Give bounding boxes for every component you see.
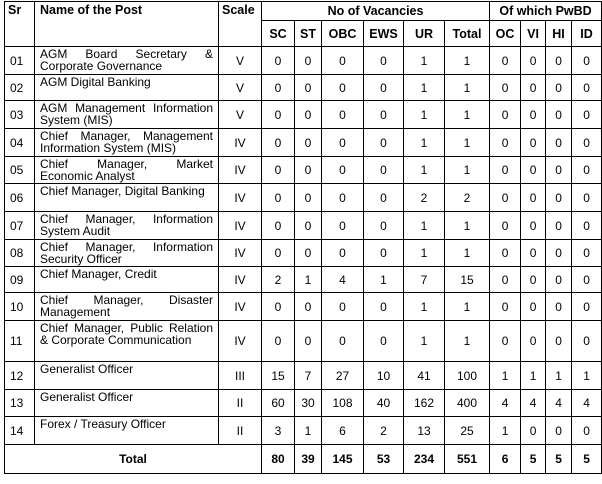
row-value-ur: 13	[404, 417, 445, 445]
row-scale: IV	[219, 293, 262, 321]
row-value-oc: 4	[490, 390, 521, 417]
row-value-sc: 0	[262, 47, 295, 75]
row-value-ur: 1	[404, 240, 445, 267]
row-value-hi: 0	[546, 157, 572, 184]
row-value-ur: 1	[404, 129, 445, 157]
row-value-ur: 2	[404, 184, 445, 212]
total-row	[5, 445, 602, 474]
row-value-st: 0	[295, 47, 322, 75]
row-value-st: 0	[295, 321, 322, 362]
row-value-vi: 0	[521, 75, 546, 101]
vacancy-table	[4, 1, 602, 474]
row-value-oc: 1	[490, 362, 521, 390]
row-post-name: Chief Manager, Management Information System (MIS)	[35, 129, 219, 157]
header-st: ST	[295, 21, 322, 47]
row-value-obc: 0	[322, 240, 364, 267]
row-value-total: 1	[445, 47, 490, 75]
row-post-name: Chief Manager, Information Security Officer	[35, 240, 219, 267]
table-row	[5, 267, 602, 293]
header-vi: VI	[521, 21, 546, 47]
row-value-vi: 0	[521, 129, 546, 157]
row-value-vi: 0	[521, 240, 546, 267]
table-row	[5, 212, 602, 240]
row-value-hi: 0	[546, 321, 572, 362]
row-value-obc: 0	[322, 75, 364, 101]
row-value-total: 400	[445, 390, 490, 417]
row-post-name: Chief Manager, Market Economic Analyst	[35, 157, 219, 184]
row-scale: IV	[219, 184, 262, 212]
row-scale: V	[219, 101, 262, 129]
row-value-id: 0	[572, 267, 602, 293]
row-value-vi: 4	[521, 390, 546, 417]
header-obc: OBC	[322, 21, 364, 47]
row-value-st: 1	[295, 267, 322, 293]
row-value-hi: 0	[546, 240, 572, 267]
table-row	[5, 157, 602, 184]
row-value-total: 1	[445, 157, 490, 184]
header-ur: UR	[404, 21, 445, 47]
row-value-total: 1	[445, 240, 490, 267]
total-value-id: 5	[572, 445, 602, 474]
row-value-ews: 0	[364, 293, 404, 321]
row-value-ur: 1	[404, 212, 445, 240]
row-post-name: Chief Manager, Public Relation & Corporate Communication	[35, 321, 219, 362]
row-value-sc: 0	[262, 293, 295, 321]
row-value-obc: 6	[322, 417, 364, 445]
header-no-of-vacancies: No of Vacancies	[262, 2, 490, 21]
row-value-oc: 0	[490, 293, 521, 321]
row-value-hi: 0	[546, 129, 572, 157]
row-value-ews: 0	[364, 47, 404, 75]
row-value-total: 1	[445, 101, 490, 129]
row-value-ur: 7	[404, 267, 445, 293]
row-sr: 07	[5, 212, 35, 240]
row-scale: IV	[219, 240, 262, 267]
row-value-hi: 0	[546, 417, 572, 445]
row-value-ews: 1	[364, 267, 404, 293]
row-value-ews: 40	[364, 390, 404, 417]
row-value-hi: 0	[546, 212, 572, 240]
row-value-obc: 4	[322, 267, 364, 293]
header-oc: OC	[490, 21, 521, 47]
row-value-total: 1	[445, 129, 490, 157]
row-value-vi: 0	[521, 293, 546, 321]
row-value-obc: 27	[322, 362, 364, 390]
row-value-id: 0	[572, 293, 602, 321]
row-value-ews: 0	[364, 129, 404, 157]
row-value-st: 7	[295, 362, 322, 390]
row-post-name: Forex / Treasury Officer	[35, 417, 219, 445]
row-scale: V	[219, 75, 262, 101]
row-value-id: 0	[572, 101, 602, 129]
row-value-vi: 0	[521, 101, 546, 129]
row-value-oc: 0	[490, 267, 521, 293]
row-value-vi: 0	[521, 212, 546, 240]
row-value-id: 0	[572, 157, 602, 184]
row-sr: 14	[5, 417, 35, 445]
header-scale: Scale	[219, 2, 262, 47]
row-sr: 13	[5, 390, 35, 417]
header-sr: Sr	[5, 2, 35, 47]
row-value-ur: 1	[404, 101, 445, 129]
row-scale: IV	[219, 321, 262, 362]
row-value-st: 0	[295, 293, 322, 321]
row-post-name: AGM Management Information System (MIS)	[35, 101, 219, 129]
table-row	[5, 101, 602, 129]
table-row	[5, 184, 602, 212]
row-value-vi: 0	[521, 184, 546, 212]
row-scale: III	[219, 362, 262, 390]
row-sr: 01	[5, 47, 35, 75]
table-row	[5, 75, 602, 101]
row-value-id: 0	[572, 129, 602, 157]
row-value-sc: 0	[262, 212, 295, 240]
row-value-oc: 0	[490, 157, 521, 184]
row-value-st: 0	[295, 101, 322, 129]
row-value-obc: 108	[322, 390, 364, 417]
row-value-oc: 0	[490, 240, 521, 267]
row-value-ur: 1	[404, 75, 445, 101]
header-ews: EWS	[364, 21, 404, 47]
row-value-total: 15	[445, 267, 490, 293]
row-value-hi: 0	[546, 75, 572, 101]
header-sc: SC	[262, 21, 295, 47]
header-name-of-post: Name of the Post	[35, 2, 219, 47]
row-sr: 02	[5, 75, 35, 101]
header-id: ID	[572, 21, 602, 47]
row-value-sc: 2	[262, 267, 295, 293]
row-value-total: 25	[445, 417, 490, 445]
row-post-name: AGM Board Secretary & Corporate Governance	[35, 47, 219, 75]
row-value-sc: 60	[262, 390, 295, 417]
table-row	[5, 390, 602, 417]
row-value-vi: 0	[521, 267, 546, 293]
row-value-id: 1	[572, 362, 602, 390]
row-value-sc: 0	[262, 129, 295, 157]
row-value-ur: 162	[404, 390, 445, 417]
row-value-oc: 0	[490, 129, 521, 157]
row-post-name: Chief Manager, Digital Banking	[35, 184, 219, 212]
row-value-hi: 0	[546, 184, 572, 212]
row-value-obc: 0	[322, 47, 364, 75]
row-value-ews: 0	[364, 75, 404, 101]
row-value-ews: 0	[364, 321, 404, 362]
table-row	[5, 47, 602, 75]
row-value-id: 0	[572, 184, 602, 212]
row-value-obc: 0	[322, 157, 364, 184]
row-value-id: 0	[572, 417, 602, 445]
row-value-hi: 0	[546, 47, 572, 75]
total-value-oc: 6	[490, 445, 521, 474]
row-scale: IV	[219, 129, 262, 157]
row-value-hi: 0	[546, 267, 572, 293]
row-value-total: 1	[445, 212, 490, 240]
row-post-name: Chief Manager, Credit	[35, 267, 219, 293]
row-value-st: 0	[295, 184, 322, 212]
total-value-st: 39	[295, 445, 322, 474]
row-scale: IV	[219, 212, 262, 240]
total-value-hi: 5	[546, 445, 572, 474]
row-value-obc: 0	[322, 129, 364, 157]
row-scale: V	[219, 47, 262, 75]
total-value-sc: 80	[262, 445, 295, 474]
row-value-hi: 1	[546, 362, 572, 390]
row-value-hi: 0	[546, 101, 572, 129]
row-value-obc: 0	[322, 293, 364, 321]
row-value-oc: 1	[490, 417, 521, 445]
row-value-total: 1	[445, 75, 490, 101]
row-value-ews: 10	[364, 362, 404, 390]
row-scale: II	[219, 390, 262, 417]
row-scale: II	[219, 417, 262, 445]
row-value-oc: 0	[490, 75, 521, 101]
row-scale: IV	[219, 157, 262, 184]
row-value-oc: 0	[490, 321, 521, 362]
row-value-ews: 0	[364, 101, 404, 129]
row-value-sc: 0	[262, 101, 295, 129]
total-value-total: 551	[445, 445, 490, 474]
row-value-obc: 0	[322, 101, 364, 129]
row-value-ur: 1	[404, 47, 445, 75]
row-post-name: Chief Manager, Information System Audit	[35, 212, 219, 240]
table-row	[5, 293, 602, 321]
row-sr: 03	[5, 101, 35, 129]
row-value-obc: 0	[322, 321, 364, 362]
row-value-sc: 0	[262, 240, 295, 267]
row-value-vi: 0	[521, 157, 546, 184]
row-value-oc: 0	[490, 212, 521, 240]
row-value-obc: 0	[322, 212, 364, 240]
header-pwbd: Of which PwBD	[490, 2, 602, 21]
row-value-ur: 1	[404, 157, 445, 184]
table-row	[5, 321, 602, 362]
row-value-sc: 0	[262, 75, 295, 101]
row-value-total: 1	[445, 321, 490, 362]
row-scale: IV	[219, 267, 262, 293]
row-sr: 06	[5, 184, 35, 212]
row-value-ews: 0	[364, 184, 404, 212]
row-value-id: 0	[572, 240, 602, 267]
row-value-ur: 41	[404, 362, 445, 390]
table-row	[5, 240, 602, 267]
table-row	[5, 129, 602, 157]
row-value-id: 0	[572, 47, 602, 75]
row-value-ews: 0	[364, 212, 404, 240]
row-sr: 12	[5, 362, 35, 390]
row-value-vi: 0	[521, 417, 546, 445]
row-value-st: 0	[295, 157, 322, 184]
row-value-sc: 0	[262, 157, 295, 184]
row-post-name: AGM Digital Banking	[35, 75, 219, 101]
row-value-ews: 2	[364, 417, 404, 445]
row-sr: 09	[5, 267, 35, 293]
row-value-oc: 0	[490, 47, 521, 75]
row-value-total: 100	[445, 362, 490, 390]
row-post-name: Generalist Officer	[35, 362, 219, 390]
row-value-oc: 0	[490, 184, 521, 212]
row-post-name: Generalist Officer	[35, 390, 219, 417]
row-value-sc: 0	[262, 321, 295, 362]
row-sr: 11	[5, 321, 35, 362]
row-post-name: Chief Manager, Disaster Management	[35, 293, 219, 321]
row-value-st: 0	[295, 212, 322, 240]
row-value-st: 0	[295, 75, 322, 101]
header-total: Total	[445, 21, 490, 47]
table-row	[5, 362, 602, 390]
row-value-id: 4	[572, 390, 602, 417]
row-value-ur: 1	[404, 293, 445, 321]
row-value-total: 2	[445, 184, 490, 212]
row-value-vi: 0	[521, 321, 546, 362]
row-value-oc: 0	[490, 101, 521, 129]
row-sr: 04	[5, 129, 35, 157]
row-value-sc: 15	[262, 362, 295, 390]
header-hi: HI	[546, 21, 572, 47]
row-value-hi: 0	[546, 293, 572, 321]
row-value-ur: 1	[404, 321, 445, 362]
row-value-st: 0	[295, 240, 322, 267]
row-value-sc: 0	[262, 184, 295, 212]
row-value-sc: 3	[262, 417, 295, 445]
row-value-total: 1	[445, 293, 490, 321]
row-value-id: 0	[572, 75, 602, 101]
row-value-obc: 0	[322, 184, 364, 212]
row-sr: 10	[5, 293, 35, 321]
row-value-hi: 4	[546, 390, 572, 417]
total-value-obc: 145	[322, 445, 364, 474]
row-sr: 05	[5, 157, 35, 184]
total-value-ur: 234	[404, 445, 445, 474]
row-sr: 08	[5, 240, 35, 267]
total-value-vi: 5	[521, 445, 546, 474]
row-value-id: 0	[572, 321, 602, 362]
row-value-ews: 0	[364, 240, 404, 267]
total-value-ews: 53	[364, 445, 404, 474]
row-value-id: 0	[572, 212, 602, 240]
row-value-st: 0	[295, 129, 322, 157]
table-row	[5, 417, 602, 445]
total-label: Total	[5, 445, 262, 474]
row-value-st: 30	[295, 390, 322, 417]
row-value-vi: 0	[521, 47, 546, 75]
row-value-vi: 1	[521, 362, 546, 390]
row-value-ews: 0	[364, 157, 404, 184]
row-value-st: 1	[295, 417, 322, 445]
